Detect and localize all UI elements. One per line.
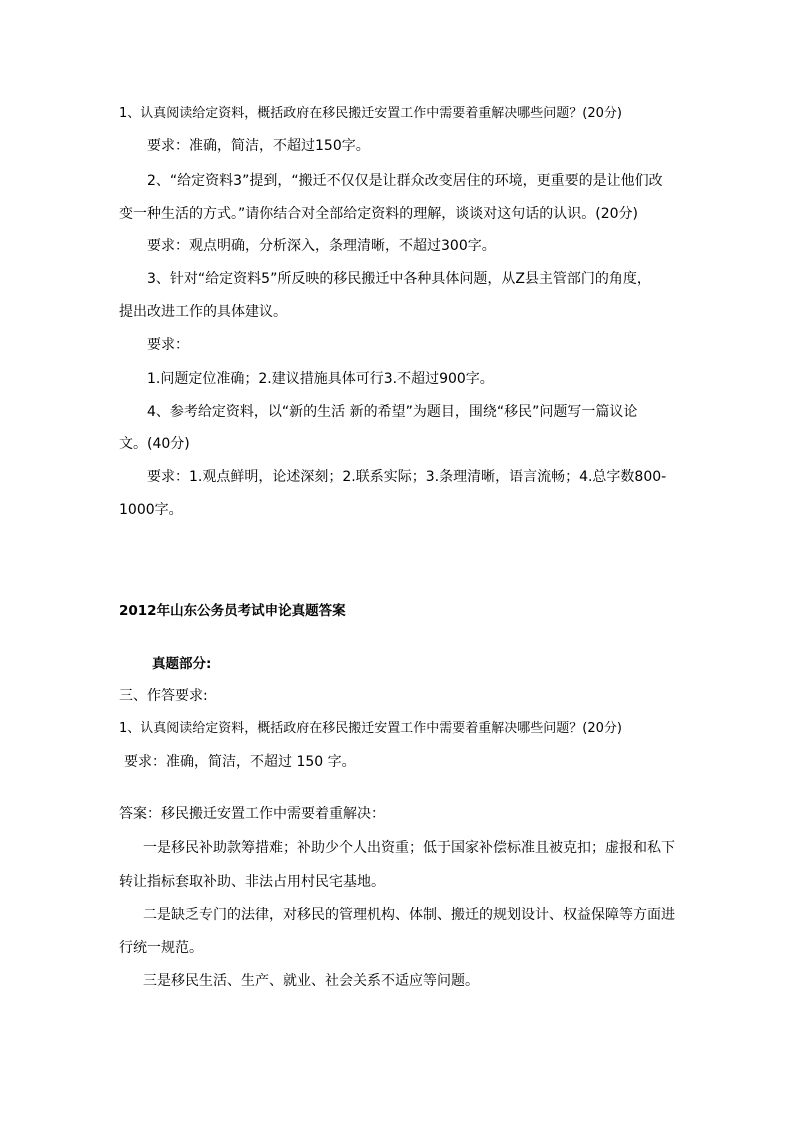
question-4-requirement-line2: 1000字。 bbox=[119, 502, 183, 518]
answer-point-1-line1: 一是移民补助款筹措难；补助少个人出资重；低于国家补偿标准且被克扣；虚报和私下 bbox=[143, 840, 675, 856]
answer-section-subtitle: 真题部分: bbox=[152, 656, 212, 672]
question-3-text-line1: 3、针对“给定资料5”所反映的移民搬迁中各种具体问题，从Z县主管部门的角度， bbox=[147, 271, 651, 287]
question-1-requirement: 要求：准确，简洁，不超过150字。 bbox=[147, 138, 370, 154]
question-4-text-line1: 4、参考给定资料，以“新的生活 新的希望”为题目，围绕“移民”问题写一篇议论 bbox=[147, 404, 638, 420]
question-4-text-line2: 文。(40分) bbox=[119, 436, 190, 452]
question-2-text-line1: 2、“给定资料3”提到，“搬迁不仅仅是让群众改变居住的环境，更重要的是让他们改 bbox=[147, 173, 663, 189]
question-3-text-line2: 提出改进工作的具体建议。 bbox=[119, 304, 287, 320]
answer-section-heading: 三、作答要求: bbox=[119, 688, 208, 704]
question-3-requirement-label: 要求： bbox=[147, 337, 189, 353]
answer-point-1-line2: 转让指标套取补助、非法占用村民宅基地。 bbox=[119, 874, 385, 890]
question-3-requirement: 1.问题定位准确；2.建议措施具体可行3.不超过900字。 bbox=[147, 371, 494, 387]
answer-intro: 答案：移民搬迁安置工作中需要着重解决： bbox=[119, 806, 385, 822]
answer-section-title: 2012年山东公务员考试申论真题答案 bbox=[119, 603, 346, 619]
question-2-requirement: 要求：观点明确，分析深入，条理清晰，不超过300字。 bbox=[147, 238, 496, 254]
answer-question-1-text: 1、认真阅读给定资料，概括政府在移民搬迁安置工作中需要着重解决哪些问题？(20分) bbox=[119, 721, 622, 736]
question-4-requirement-line1: 要求：1.观点鲜明，论述深刻；2.联系实际；3.条理清晰，语言流畅；4.总字数800- bbox=[147, 469, 667, 485]
answer-question-1-requirement: 要求：准确，简洁，不超过 150 字。 bbox=[124, 754, 356, 770]
answer-point-2-line2: 行统一规范。 bbox=[119, 940, 203, 956]
answer-point-3: 三是移民生活、生产、就业、社会关系不适应等问题。 bbox=[143, 973, 479, 989]
answer-point-2-line1: 二是缺乏专门的法律，对移民的管理机构、体制、搬迁的规划设计、权益保障等方面进 bbox=[143, 907, 675, 923]
question-1-text: 1、认真阅读给定资料，概括政府在移民搬迁安置工作中需要着重解决哪些问题？(20分) bbox=[119, 106, 622, 121]
question-2-text-line2: 变一种生活的方式。”请你结合对全部给定资料的理解，谈谈对这句话的认识。(20分) bbox=[119, 206, 638, 222]
